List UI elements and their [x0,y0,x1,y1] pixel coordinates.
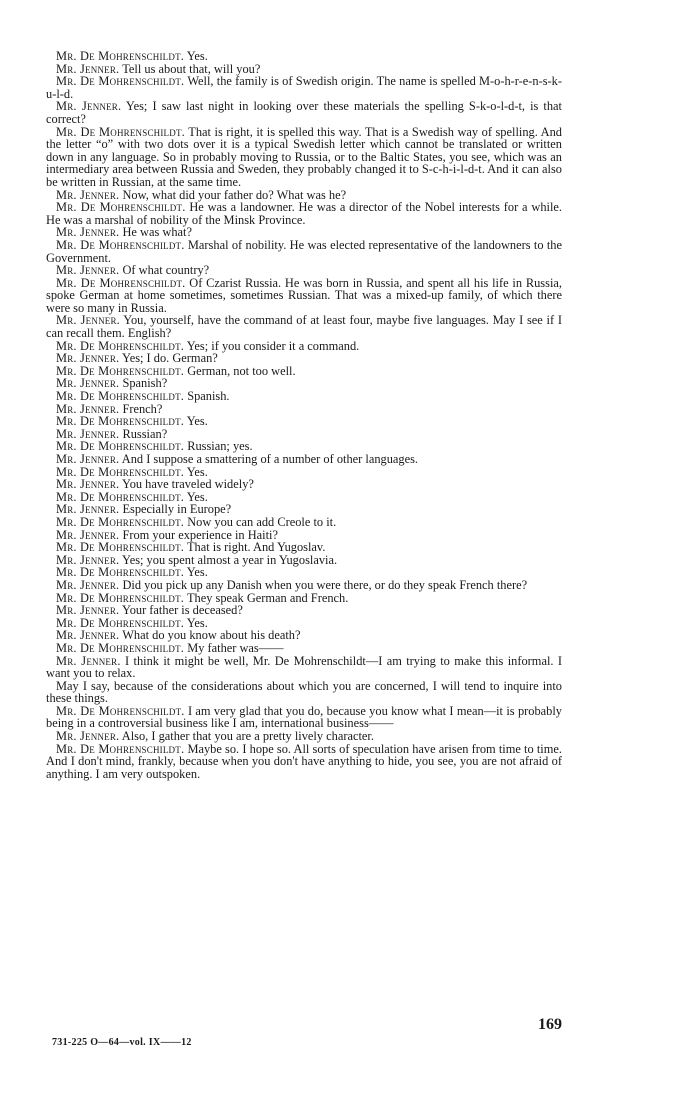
speaker-name: Mr. De Mohrenschildt. [56,741,185,756]
speech-text: Especially in Europe? [122,502,232,517]
speech-text: Yes; if you consider it a command. [186,338,360,353]
speaker-name: Mr. Jenner. [56,99,122,114]
speech-text: Also, I gather that you are a pretty lively character. [121,729,374,744]
speaker-name: Mr. De Mohrenschildt. [56,615,185,630]
speaker-name: Mr. Jenner. [56,376,120,391]
speech-text: May I say, because of the considerations about which you are concerned, I will tend to inquire into these things. [46,678,562,706]
speaker-name: Mr. De Mohrenschildt. [56,439,185,454]
speaker-name: Mr. Jenner. [56,502,120,517]
speech-text: Marshal of nobility. He was elected representative of the landowners to the Government. [46,237,562,265]
speaker-name: Mr. Jenner. [56,401,120,416]
speech-text: They speak German and French. [186,590,349,605]
speech-text: Of Czarist Russia. He was born in Russia, and spent all his life in Russia, spoke German at home sometimes, sometimes Russian. That was a mixed-up family, of which there were so many in Russia. [46,275,562,315]
speech-text: Yes. [186,489,208,504]
speech-text: You have traveled widely? [121,477,254,492]
page-number: 169 [538,1016,562,1033]
speaker-name: Mr. De Mohrenschildt. [56,464,185,479]
speaker-name: Mr. Jenner. [56,426,120,441]
speaker-name: Mr. De Mohrenschildt. [56,414,185,429]
speech-text: Maybe so. I hope so. All sorts of speculation have arisen from time to time. And I don't mind, frankly, because when you don't have anything to hide, you see, you are not afraid of anything. I am very outspoken. [46,741,562,781]
speaker-name: Mr. De Mohrenschildt. [56,363,185,378]
speaker-name: Mr. Jenner. [56,351,120,366]
transcript-paragraph [46,705,562,730]
transcript-paragraph [46,680,562,705]
speaker-name: Mr. De Mohrenschildt. [56,540,185,555]
speech-text: Russian? [122,426,168,441]
speaker-name: Mr. De Mohrenschildt. [56,590,185,605]
speech-text: He was what? [122,225,192,240]
speech-text: French? [122,401,163,416]
speech-text: And I suppose a smattering of a number of other languages. [121,452,419,466]
speech-text: You, yourself, have the command of at least four, maybe five languages. May I see if I can recall them. English? [46,313,562,341]
speech-text: That is right. And Yugoslav. [186,540,326,555]
speaker-name: Mr. De Mohrenschildt. [56,200,186,215]
speaker-name: Mr. Jenner. [56,187,120,202]
transcript-paragraph [46,314,562,339]
speech-text: Yes; I saw last night in looking over these materials the spelling S-k-o-l-d-t, is that correct? [46,99,562,126]
speaker-name: Mr. Jenner. [56,653,121,668]
testimony-transcript [46,50,562,780]
speech-text: Yes; I do. German? [121,351,218,366]
transcript-paragraph [46,239,562,264]
speech-text: I am very glad that you do, because you know what I mean—it is probably being in a controversial business like I am, international business—— [46,703,563,731]
footer-printing-code: 731-225 O—64—vol. IX——12 [52,1037,192,1048]
speaker-name: Mr. De Mohrenschildt. [56,124,185,139]
speech-text: Yes. [186,49,208,63]
speaker-name: Mr. De Mohrenschildt. [56,74,185,89]
speaker-name: Mr. Jenner. [56,452,120,466]
speech-text: What do you know about his death? [122,628,301,643]
speech-text: German, not too well. [187,363,296,378]
transcript-paragraph [46,277,562,315]
transcript-paragraph [46,75,562,100]
speech-text: From your experience in Haiti? [122,527,278,542]
speaker-name: Mr. De Mohrenschildt. [56,640,185,655]
speaker-name: Mr. Jenner. [56,577,120,592]
transcript-paragraph [46,655,562,680]
speech-text: Yes. [186,464,208,479]
speaker-name: Mr. Jenner. [56,313,120,328]
speech-text: Spanish. [187,389,230,404]
speaker-name: Mr. Jenner. [56,527,120,542]
speaker-name: Mr. Jenner. [56,552,120,567]
speaker-name: Mr. Jenner. [56,729,120,744]
speaker-name: Mr. De Mohrenschildt. [56,338,185,353]
speech-text: Did you pick up any Danish when you were there, or do they speak French there? [122,577,528,592]
speaker-name: Mr. Jenner. [56,225,120,240]
speaker-name: Mr. De Mohrenschildt. [56,237,185,252]
speech-text: Yes; you spent almost a year in Yugoslavia. [121,552,338,567]
transcript-paragraph [46,100,562,125]
speaker-name: Mr. De Mohrenschildt. [56,565,185,580]
speech-text: I think it might be well, Mr. De Mohrenschildt—I am trying to make this informal. I want you to relax. [46,653,562,681]
speech-text: My father was—— [187,640,284,655]
speaker-name: Mr. De Mohrenschildt. [56,49,185,63]
speaker-name: Mr. De Mohrenschildt. [56,389,185,404]
speech-text: Yes. [186,414,208,429]
speech-text: Of what country? [122,263,210,278]
speech-text: Now, what did your father do? What was he? [122,187,347,202]
speech-text: Russian; yes. [187,439,253,454]
speech-text: Yes. [186,615,208,630]
speaker-name: Mr. De Mohrenschildt. [56,275,186,290]
speech-text: Yes. [186,565,208,580]
speech-text: That is right, it is spelled this way. That is a Swedish way of spelling. And the letter “o” with two dots over it is a typical Swedish letter which cannot be translated or written down in any language. So in probably moving to Russia, or to the Baltic States, you see, which was an intermediary area between Russia and Sweden, they probably changed it to S-c-h-i-l-d-t. And it can also be written in Russian, at the same time. [46,124,562,189]
speaker-name: Mr. Jenner. [56,477,120,492]
speech-text: Your father is deceased? [121,603,243,618]
speaker-name: Mr. De Mohrenschildt. [56,703,185,718]
transcript-paragraph [46,126,562,189]
speech-text: Now you can add Creole to it. [187,514,337,529]
speaker-name: Mr. Jenner. [56,263,120,278]
speech-text: Well, the family is of Swedish origin. The name is spelled M-o-h-r-e-n-s-k-u-l-d. [46,74,562,101]
speech-text: He was a landowner. He was a director of the Nobel interests for a while. He was a marshal of nobility of the Minsk Province. [46,200,562,227]
transcript-paragraph [46,201,562,226]
speech-text: Tell us about that, will you? [122,61,261,76]
speaker-name: Mr. Jenner. [56,603,120,618]
transcript-paragraph [46,743,562,781]
speech-text: Spanish? [122,376,168,391]
speaker-name: Mr. De Mohrenschildt. [56,514,185,529]
speaker-name: Mr. De Mohrenschildt. [56,489,185,504]
speaker-name: Mr. Jenner. [56,61,120,76]
speaker-name: Mr. Jenner. [56,628,120,643]
